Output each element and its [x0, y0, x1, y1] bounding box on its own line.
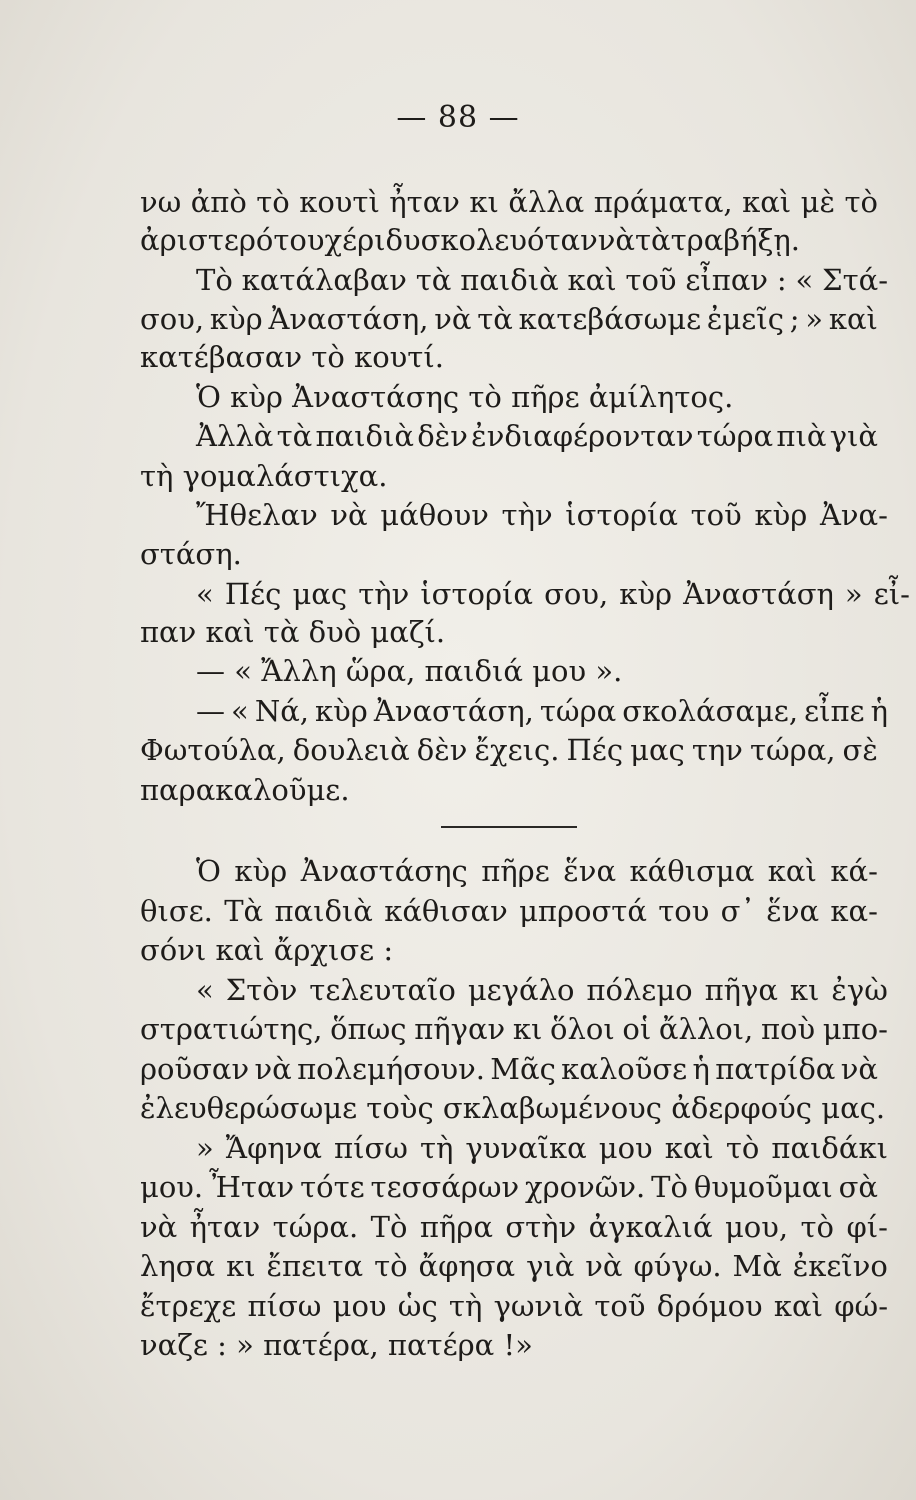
word: ἀγκαλιά [588, 1210, 713, 1244]
word: σὲ [842, 733, 878, 767]
word: τὸ [374, 1249, 408, 1283]
word: τελευταῖο [309, 973, 456, 1007]
word: δὲν [416, 733, 468, 767]
word: μάθουν [380, 498, 489, 532]
word: ἦταν [189, 1210, 261, 1244]
word: δρόμου [656, 1289, 763, 1323]
word: κάθισαν [384, 894, 508, 928]
word: ἀριστερό [140, 223, 274, 257]
word: κάθισμα [629, 854, 755, 888]
word: μου, [724, 1210, 789, 1244]
word: καλοῦσε [561, 1052, 688, 1086]
word: καὶ [767, 854, 817, 888]
word: παιδιὰ [315, 419, 414, 453]
word: Μᾶς [490, 1052, 556, 1086]
word: ἕνα [766, 894, 820, 928]
text-line-24 [196, 1130, 888, 1166]
word: » [844, 577, 863, 611]
word: ἀπὸ [190, 185, 247, 219]
word: κατεβάσωμε [518, 302, 702, 336]
text-line-11 [196, 576, 910, 612]
word: Μὰ [732, 1249, 782, 1283]
text-line-1 [140, 184, 878, 220]
word: ἱστορία [420, 577, 533, 611]
text-line-9 [196, 497, 888, 533]
word: μας [630, 733, 685, 767]
word: σκολάσαμε, [622, 694, 799, 728]
word: « [795, 263, 814, 297]
word: πῆρε [481, 854, 550, 888]
word: ἡ [870, 694, 888, 728]
word: ἄλλοι, [658, 1012, 754, 1046]
word: κι [469, 185, 499, 219]
word: ἔχεις. [474, 733, 560, 767]
word: Ἀναστάση [683, 577, 834, 611]
word: ἦταν [389, 185, 460, 219]
word: τώρα. [272, 1210, 359, 1244]
word: καὶ [773, 1289, 823, 1323]
word: Τὸ [196, 263, 233, 297]
page-number: — 88 — [396, 100, 520, 135]
word: πολεμήσουν. [297, 1052, 485, 1086]
section-divider [441, 826, 577, 828]
word: « [196, 973, 214, 1007]
word: τότε [300, 1170, 365, 1204]
word: πῆγα [704, 973, 778, 1007]
text-line-15 [140, 732, 878, 768]
text-line-12: παν καὶ τὰ δυὸ μαζί. [140, 615, 446, 649]
word: παιδιὰ [460, 263, 559, 297]
word: ἐμεῖς [706, 302, 784, 336]
word: Τὸ [370, 1210, 408, 1244]
word: τὰ [634, 223, 671, 257]
word: » [196, 1131, 214, 1165]
word: τεσσάρων [370, 1170, 520, 1204]
word: δυσκολευόταν [385, 223, 598, 257]
word: ἄλλα [508, 185, 585, 219]
word: του [658, 894, 710, 928]
word: μὲ [800, 185, 836, 219]
word: ἐγὼ [831, 973, 888, 1007]
text-line-28 [140, 1288, 888, 1324]
word: στρατιώτης, [140, 1012, 323, 1046]
word: τώρα [696, 419, 774, 453]
word: ἔπειτα [266, 1249, 364, 1283]
word: μεγάλο [467, 973, 575, 1007]
word: κὺρ [234, 854, 288, 888]
word: Στὸν [225, 973, 298, 1007]
word: ὡς [397, 1289, 438, 1323]
word: νὰ [330, 498, 368, 532]
text-line-16: παρακαλοῦμε. [140, 773, 350, 807]
text-line-2 [140, 222, 800, 258]
word: Τὰ [224, 894, 264, 928]
word: παιδάκι [771, 1131, 888, 1165]
word: τοῦ [625, 263, 677, 297]
word: γιὰ [829, 419, 878, 453]
word: Ἄφηνα [225, 1131, 322, 1165]
word: τώρα, [749, 733, 836, 767]
word: ἐνδιαφέρονταν [471, 419, 694, 453]
word: τὴν [501, 498, 553, 532]
word: χέρι [324, 223, 386, 257]
text-line-5: κατέβασαν τὸ κουτί. [140, 340, 444, 374]
word: ὅπως [330, 1012, 407, 1046]
word: ἱστορία [565, 498, 678, 532]
word: νὰ [434, 302, 472, 336]
word: γιὰ [526, 1249, 575, 1283]
word: Φωτούλα, [140, 733, 286, 767]
word: τὴν [358, 577, 410, 611]
text-line-26 [140, 1209, 888, 1245]
word: φώ- [834, 1289, 888, 1323]
word: κα- [830, 894, 878, 928]
word: σ᾿ [720, 894, 755, 928]
word: πατρίδα [715, 1052, 836, 1086]
word: θισε. [140, 894, 213, 928]
text-line-21 [140, 1011, 888, 1047]
text-line-6: Ὁ κὺρ Ἀναστάσης τὸ πῆρε ἀμίλητος. [196, 380, 734, 414]
word: Ἀναστάσης [300, 854, 468, 888]
text-line-13: — « Ἄλλη ὥρα, παιδιά μου ». [196, 654, 623, 688]
word: γυναῖκα [465, 1131, 587, 1165]
word: νὰ [840, 1052, 878, 1086]
word: ἔτρεχε [140, 1289, 237, 1323]
word: Ἀνα- [819, 498, 888, 532]
word: μπροστά [519, 894, 647, 928]
word: την [691, 733, 743, 767]
word: καὶ [828, 302, 878, 336]
text-line-19: σόνι καὶ ἄρχισε : [140, 933, 394, 967]
word: : [776, 263, 787, 297]
word: Ἦταν [209, 1170, 295, 1204]
text-line-4 [140, 301, 878, 337]
word: φύγω. [633, 1249, 722, 1283]
word: στὴν [505, 1210, 577, 1244]
word: Πές [566, 733, 624, 767]
word: λησα [140, 1249, 216, 1283]
word: — [196, 694, 225, 728]
word: τὸ [725, 1131, 760, 1165]
text-line-7 [196, 418, 878, 454]
word: τοῦ [594, 1289, 646, 1323]
word: ποὺ [760, 1012, 816, 1046]
word: μου [598, 1131, 653, 1165]
text-line-10: στάση. [140, 537, 242, 571]
word: τὸ [800, 1210, 835, 1244]
word: τὸ [844, 185, 878, 219]
text-line-25 [140, 1169, 878, 1205]
word: τὸ [256, 185, 290, 219]
word: νὰ [585, 1249, 623, 1283]
word: καὶ [567, 263, 617, 297]
word: εἶ- [873, 577, 910, 611]
word: πῆγαν [414, 1012, 506, 1046]
text-line-27 [140, 1248, 888, 1284]
word: δουλειὰ [292, 733, 410, 767]
text-line-3 [196, 262, 888, 298]
word: μπο- [822, 1012, 888, 1046]
word: οἱ [622, 1012, 652, 1046]
word: μου. [140, 1170, 204, 1204]
word: τώρα [539, 694, 617, 728]
word: θυμοῦμαι [693, 1170, 833, 1204]
word: τὰ [477, 302, 513, 336]
word: Πές [224, 577, 282, 611]
word: του [273, 223, 325, 257]
word: κατάλαβαν [241, 263, 407, 297]
text-line-23: ἐλευθερώσωμε τοὺς σκλαβωμένους ἀδερφούς μας. [140, 1091, 886, 1125]
word: νὰ [254, 1052, 292, 1086]
word: Στά- [822, 263, 888, 297]
word: κά- [830, 854, 878, 888]
text-line-22 [140, 1051, 878, 1087]
text-line-18 [140, 893, 878, 929]
word: φί- [846, 1210, 888, 1244]
word: ἕνα [563, 854, 617, 888]
word: νὰ [597, 223, 635, 257]
word: πίσω [247, 1289, 322, 1323]
word: ἐκεῖνο [792, 1249, 888, 1283]
text-line-29: ναζε : » πατέρα, πατέρα !» [140, 1328, 533, 1362]
word: καὶ [664, 1131, 714, 1165]
word: πόλεμο [586, 973, 693, 1007]
text-line-8: τὴ γομαλάστιχα. [140, 459, 388, 493]
word: Ἀλλὰ [196, 419, 274, 453]
word: ἄφησα [418, 1249, 516, 1283]
word: χρονῶν. [525, 1170, 646, 1204]
word: Ὁ [196, 854, 221, 888]
word: τὴ [448, 1289, 483, 1323]
word: τὰ [415, 263, 452, 297]
word: πράματα, [593, 185, 733, 219]
word: Ἀναστάση, [373, 694, 534, 728]
word: Ἀναστάση, [268, 302, 429, 336]
word: τὴ [419, 1131, 454, 1165]
text-line-17 [196, 853, 878, 889]
word: πίσω [334, 1131, 408, 1165]
word: κι [512, 1012, 543, 1046]
word: Νά, [254, 694, 309, 728]
word: Τὸ [651, 1170, 688, 1204]
word: ; [789, 302, 800, 336]
word: κὺρ [619, 577, 673, 611]
text-line-14 [196, 693, 888, 729]
word: σου, [140, 302, 205, 336]
word: ροῦσαν [140, 1052, 250, 1086]
word: κὺρ [754, 498, 808, 532]
word: πῆρα [419, 1210, 493, 1244]
word: δὲν [417, 419, 468, 453]
word: πιὰ [776, 419, 827, 453]
word: κὺρ [315, 694, 368, 728]
word: καὶ [742, 185, 792, 219]
word: κὺρ [209, 302, 263, 336]
word: τὰ [276, 419, 313, 453]
word: ἡ [692, 1052, 710, 1086]
word: μου [332, 1289, 387, 1323]
text-line-20 [196, 972, 888, 1008]
word: νω [140, 185, 182, 219]
word: εἶπε [804, 694, 865, 728]
word: σου, [544, 577, 609, 611]
word: « [231, 694, 249, 728]
word: εἶπαν [685, 263, 769, 297]
word: μας [292, 577, 348, 611]
word: νὰ [140, 1210, 178, 1244]
word: σὰ [838, 1170, 878, 1204]
word: τοῦ [690, 498, 742, 532]
word: κι [789, 973, 820, 1007]
word: » [805, 302, 824, 336]
word: κουτὶ [299, 185, 380, 219]
word: ὅλοι [550, 1012, 615, 1046]
word: Ἤθελαν [196, 498, 318, 532]
word: παιδιὰ [274, 894, 373, 928]
word: κι [226, 1249, 256, 1283]
word: γωνιὰ [493, 1289, 584, 1323]
word: τραβήξῃ. [670, 223, 801, 257]
word: « [196, 577, 214, 611]
